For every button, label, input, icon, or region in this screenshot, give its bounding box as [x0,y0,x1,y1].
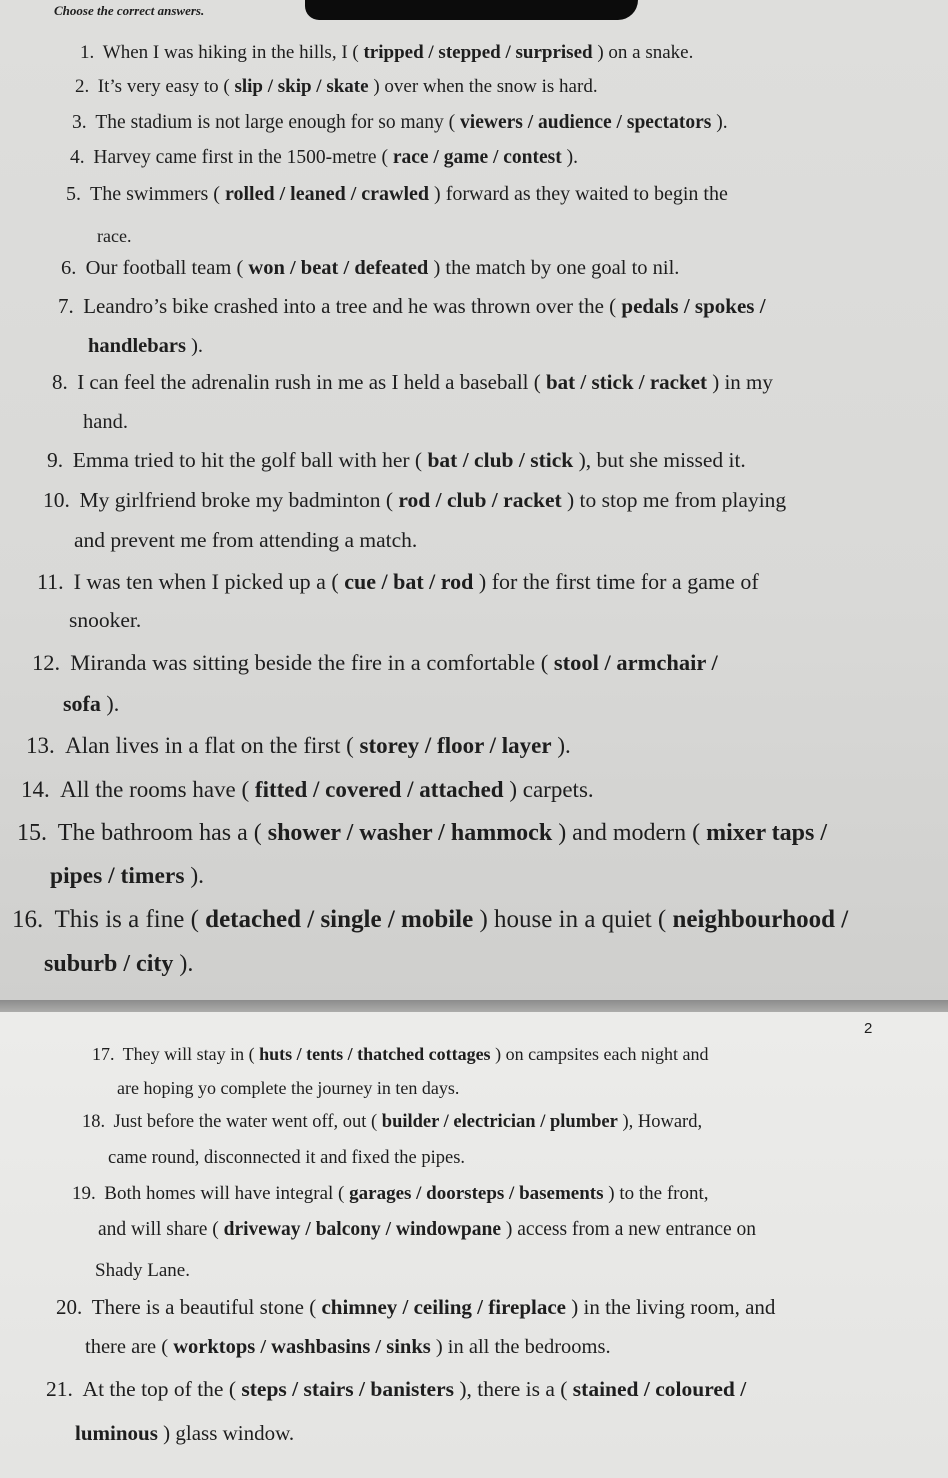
answer-options: race / game / contest [392,147,562,169]
question-text: ) in the living room, and [566,1295,776,1320]
question-text: ) forward as they waited to begin the [429,183,728,205]
answer-options: neighbourhood / [672,905,849,933]
question-line [58,294,766,319]
answer-options: pedals / spokes / [621,294,766,319]
question-number: 14. [21,777,50,803]
question-line [66,183,728,206]
answer-options: builder / electrician / plumber [381,1111,618,1132]
answer-options: pipes / timers [50,862,185,889]
answer-options: fitted / covered / attached [254,777,504,803]
answer-options: suburb / city [44,951,174,978]
question-line [26,733,571,759]
question-line [61,257,679,280]
question-number: 18. [82,1111,106,1132]
question-continuation-line [95,1260,190,1282]
question-number: 9. [47,448,64,473]
question-text: there are ( [85,1335,174,1358]
question-continuation-line [117,1078,459,1099]
question-text: ). [173,951,194,978]
question-text: ) to stop me from playing [561,488,787,513]
question-text: They will stay in ( [122,1044,260,1065]
question-line [72,1183,709,1205]
question-continuation-line [98,1219,756,1241]
question-line [21,777,594,803]
answer-options: stained / coloured / [572,1377,747,1402]
question-number: 11. [37,568,64,594]
question-continuation-line [50,863,204,890]
answer-options: bat / club / stick [427,448,574,473]
question-text: ) on campsites each night and [490,1044,709,1065]
answer-options: won / beat / defeated [248,256,429,279]
question-text: ) and modern ( [552,820,707,847]
question-text: The stadium is not large enough for so many ( [95,112,461,134]
question-line [72,112,728,134]
question-text: ), there is a ( [454,1377,573,1402]
question-text: ) in my [706,370,773,395]
question-continuation-line [97,226,131,247]
question-number: 5. [66,183,81,205]
question-text: ) access from a new entrance on [501,1219,757,1241]
question-text: The bathroom has a ( [57,820,268,847]
question-text: When I was hiking in the hills, I ( [102,41,364,63]
question-line [80,42,693,64]
question-text: The swimmers ( [90,183,225,205]
question-line [47,448,746,473]
question-continuation-line [83,411,128,434]
question-text: ) for the first time for a game of [473,568,759,594]
question-text: ). [185,334,204,357]
question-number: 20. [56,1295,83,1320]
question-text: ), Howard, [617,1111,703,1132]
question-number: 12. [32,650,61,676]
question-text: ) in all the bedrooms. [430,1335,611,1358]
question-text: ). [551,733,571,759]
question-text: ). [561,147,579,169]
question-text: I can feel the adrenalin rush in me as I held a baseball ( [77,370,546,395]
answer-options: worktops / washbasins / sinks [173,1335,431,1358]
question-text: Miranda was sitting beside the fire in a comfortable ( [70,650,554,676]
question-text: My girlfriend broke my badminton ( [79,488,399,513]
question-continuation-line [108,1148,465,1169]
question-text: and prevent me from attending a match. [74,528,418,553]
answer-options: chimney / ceiling / fireplace [321,1295,567,1320]
question-continuation-line [63,691,119,717]
question-number: 21. [46,1377,73,1402]
question-text: ), but she missed it. [573,448,746,473]
question-line [75,76,598,98]
answer-options: bat / stick / racket [546,370,707,395]
question-continuation-line [44,951,193,978]
question-line [12,906,848,934]
answer-options: mixer taps / [706,820,828,847]
question-text: are hoping yo complete the journey in ten days. [117,1078,460,1099]
question-number: 19. [72,1182,96,1204]
answer-options: detached / single / mobile [205,905,474,933]
question-line [17,820,827,847]
question-text: ) house in a quiet ( [473,905,673,933]
answer-options: sofa [63,690,101,716]
question-number: 16. [12,905,44,933]
question-text: Alan lives in a flat on the first ( [65,733,360,759]
answer-options: stool / armchair / [553,650,718,676]
question-text: ) glass window. [157,1421,295,1446]
redaction-mark [305,0,638,20]
question-text: Shady Lane. [95,1259,190,1281]
question-text: ) the match by one goal to nil. [428,256,680,279]
question-number: 17. [92,1044,115,1065]
question-text: ) over when the snow is hard. [368,75,598,97]
answer-options: rod / club / racket [398,488,562,513]
question-line [43,488,786,513]
question-text: came round, disconnected it and fixed the pipes. [108,1147,466,1168]
answer-options: cue / bat / rod [344,568,474,594]
question-line [92,1044,709,1065]
question-continuation-line [69,608,141,633]
question-number: 15. [17,820,47,847]
question-text: This is a fine ( [54,905,206,933]
question-text: ). [100,690,120,716]
question-line [32,650,718,676]
question-text: It’s very easy to ( [97,75,235,97]
question-continuation-line [85,1336,611,1359]
question-line [56,1295,775,1320]
question-line [52,370,773,395]
question-number: 7. [58,294,74,319]
answer-options: steps / stairs / banisters [241,1377,454,1402]
question-text: and will share ( [98,1219,224,1241]
answer-options: garages / doorsteps / basements [349,1182,604,1204]
question-text: ) on a snake. [592,41,694,63]
question-text: snooker. [69,608,142,633]
question-number: 1. [80,41,95,63]
answer-options: huts / tents / thatched cottages [259,1044,491,1065]
question-text: Just before the water went off, out ( [113,1111,382,1132]
answer-options: luminous [75,1421,158,1446]
question-number: 10. [43,488,70,513]
question-number: 6. [61,256,77,279]
question-text: ) to the front, [603,1182,709,1204]
question-number: 2. [75,75,90,97]
question-line [46,1377,746,1402]
question-text: hand. [83,410,128,433]
question-text: Our football team ( [85,256,249,279]
answer-options: handlebars [88,334,186,357]
question-text: Leandro’s bike crashed into a tree and he was thrown over the ( [83,294,622,319]
page-number: 2 [864,1020,873,1037]
question-number: 13. [26,733,55,759]
question-continuation-line [75,1421,294,1446]
question-text: ). [711,112,728,134]
question-line [37,569,759,595]
question-text: Both homes will have integral ( [104,1182,350,1204]
question-number: 3. [72,112,87,134]
answer-options: viewers / audience / spectators [460,112,712,134]
question-text: race. [97,226,132,247]
question-text: I was ten when I picked up a ( [73,568,345,594]
question-text: Harvey came first in the 1500-metre ( [93,147,393,169]
instruction-heading: Choose the correct answers. [54,3,205,18]
question-line [70,147,578,169]
question-continuation-line [88,335,203,358]
question-text: There is a beautiful stone ( [91,1295,322,1320]
question-continuation-line [74,528,417,553]
answer-options: shower / washer / hammock [267,820,553,847]
answer-options: rolled / leaned / crawled [224,183,430,205]
answer-options: tripped / stepped / surprised [363,41,593,63]
question-number: 8. [52,370,68,395]
answer-options: driveway / balcony / windowpane [223,1219,502,1241]
answer-options: slip / skip / skate [234,75,369,97]
answer-options: storey / floor / layer [359,733,552,759]
question-text: Emma tried to hit the golf ball with her ( [72,448,428,473]
question-text: ) carpets. [503,777,594,803]
question-line [82,1112,702,1133]
question-text: ). [184,862,205,889]
question-text: At the top of the ( [82,1377,242,1402]
question-text: All the rooms have ( [60,777,255,803]
question-number: 4. [70,147,85,169]
